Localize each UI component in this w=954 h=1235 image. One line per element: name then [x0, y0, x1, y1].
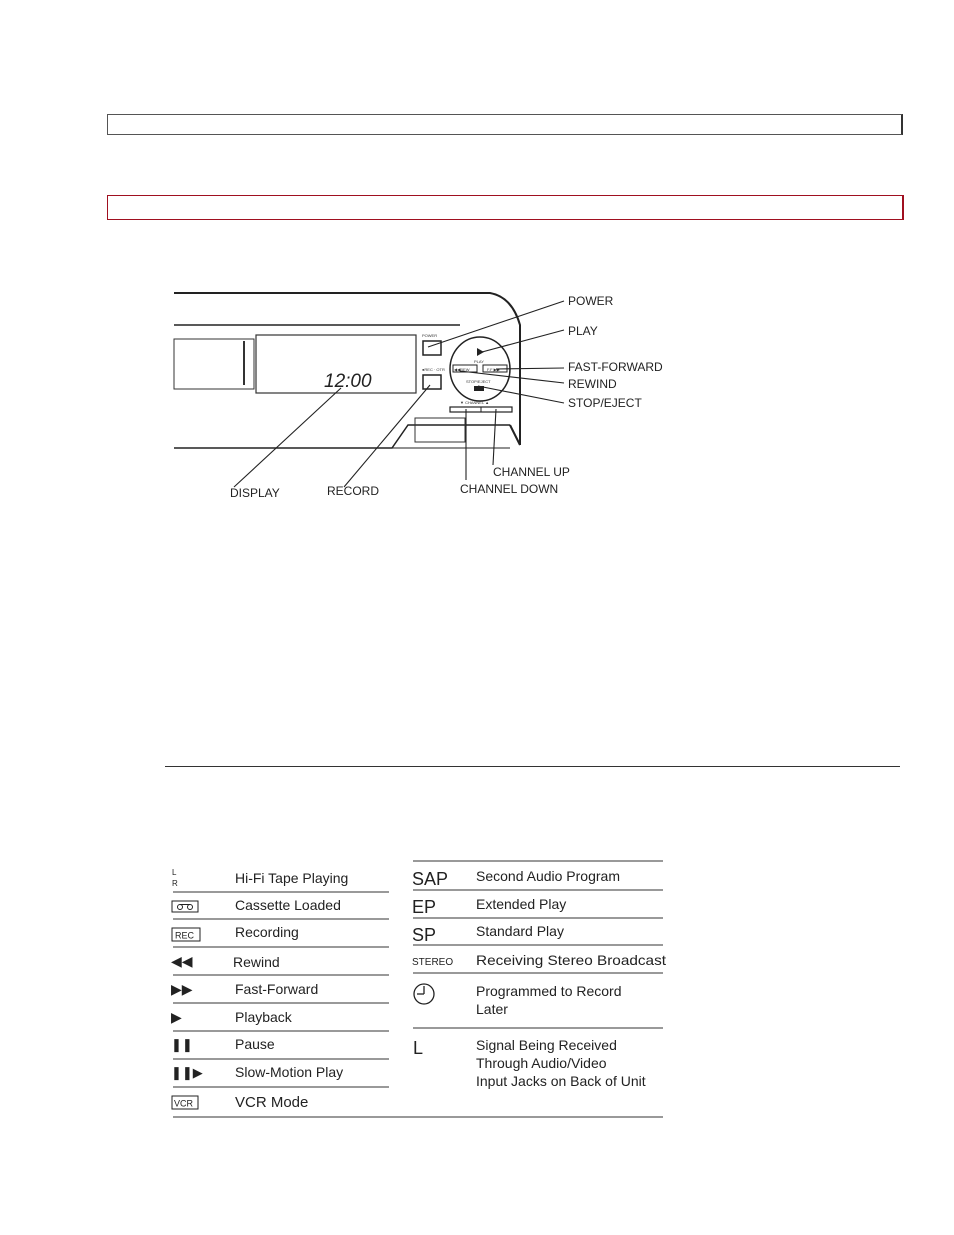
label-fast-forward: FAST-FORWARD	[568, 360, 663, 374]
vcr-symbol	[172, 1096, 198, 1109]
desc-pause: Pause	[235, 1036, 275, 1052]
desc-playback: Playback	[235, 1009, 292, 1025]
sap-symbol: SAP	[412, 869, 449, 889]
desc-vcr-mode: VCR Mode	[235, 1094, 309, 1111]
power-button-mark: POWER	[422, 333, 438, 338]
desc-sap: Second Audio Program	[476, 868, 620, 884]
line-input-symbol: L	[413, 1038, 424, 1058]
desc-av-input	[476, 1037, 646, 1089]
desc-cassette: Cassette Loaded	[235, 897, 341, 913]
title-bar	[107, 195, 904, 220]
section-divider	[165, 766, 900, 767]
rec-symbol	[172, 928, 200, 941]
fast-forward-button-mark: F.F ▶▶	[487, 367, 500, 372]
ep-symbol: EP	[412, 897, 437, 917]
desc-hifi: Hi-Fi Tape Playing	[235, 870, 349, 886]
label-play: PLAY	[568, 324, 598, 338]
record-button-mark: ●REC · OTR	[422, 367, 445, 372]
desc-sp: Standard Play	[476, 923, 564, 939]
slow-motion-icon: ❚❚▶	[171, 1065, 203, 1080]
desc-stereo: Receiving Stereo Broadcast	[476, 952, 667, 968]
clock-icon	[414, 984, 434, 1004]
leader-lines	[234, 301, 564, 487]
play-button-mark: PLAY	[474, 359, 484, 364]
sp-symbol: SP	[412, 925, 437, 945]
stop-eject-button-mark: STOP/EJECT	[466, 379, 491, 384]
label-channel-down: CHANNEL DOWN	[460, 482, 559, 496]
desc-line: Programmed to Record	[476, 983, 622, 999]
desc-line: Signal Being Received	[476, 1037, 617, 1053]
rec-symbol-text: REC	[175, 930, 195, 941]
cassette-icon	[172, 901, 198, 912]
desc-programmed	[476, 983, 622, 1017]
channel-mark: ▼ CHANNEL ▲	[460, 400, 490, 405]
desc-slow-motion: Slow-Motion Play	[235, 1064, 344, 1080]
label-rewind: REWIND	[568, 377, 617, 391]
fast-forward-icon: ▶▶	[171, 981, 193, 997]
hifi-lr-symbol: L	[172, 868, 177, 877]
front-flap	[415, 418, 465, 442]
rewind-icon: ◀◀	[171, 953, 193, 969]
display-clock: 12:00	[324, 371, 372, 392]
desc-line: Through Audio/Video	[476, 1055, 607, 1071]
cassette-door	[174, 339, 254, 389]
desc-ep: Extended Play	[476, 896, 567, 912]
hifi-lr-symbol-r: R	[172, 879, 178, 888]
label-power: POWER	[568, 294, 614, 308]
play-icon: ▶	[171, 1009, 182, 1025]
desc-line: Later	[476, 1001, 508, 1017]
header-bar	[107, 114, 903, 135]
vcr-front-panel-diagram	[160, 285, 680, 510]
vcr-symbol-text: VCR	[174, 1098, 194, 1109]
desc-fast-forward: Fast-Forward	[235, 981, 319, 997]
stereo-symbol: STEREO	[412, 957, 454, 968]
desc-recording: Recording	[235, 924, 299, 940]
desc-rewind: Rewind	[233, 954, 280, 970]
display-indicator-table	[165, 855, 675, 1125]
label-record: RECORD	[327, 484, 380, 498]
label-channel-up: CHANNEL UP	[493, 465, 570, 479]
rewind-button-mark: ◀◀REW	[454, 367, 470, 372]
pause-icon: ❚❚	[171, 1037, 193, 1052]
desc-line: Input Jacks on Back of Unit	[476, 1073, 646, 1089]
label-stop-eject: STOP/EJECT	[568, 396, 642, 410]
label-display: DISPLAY	[230, 486, 280, 500]
record-button[interactable]	[423, 375, 441, 389]
